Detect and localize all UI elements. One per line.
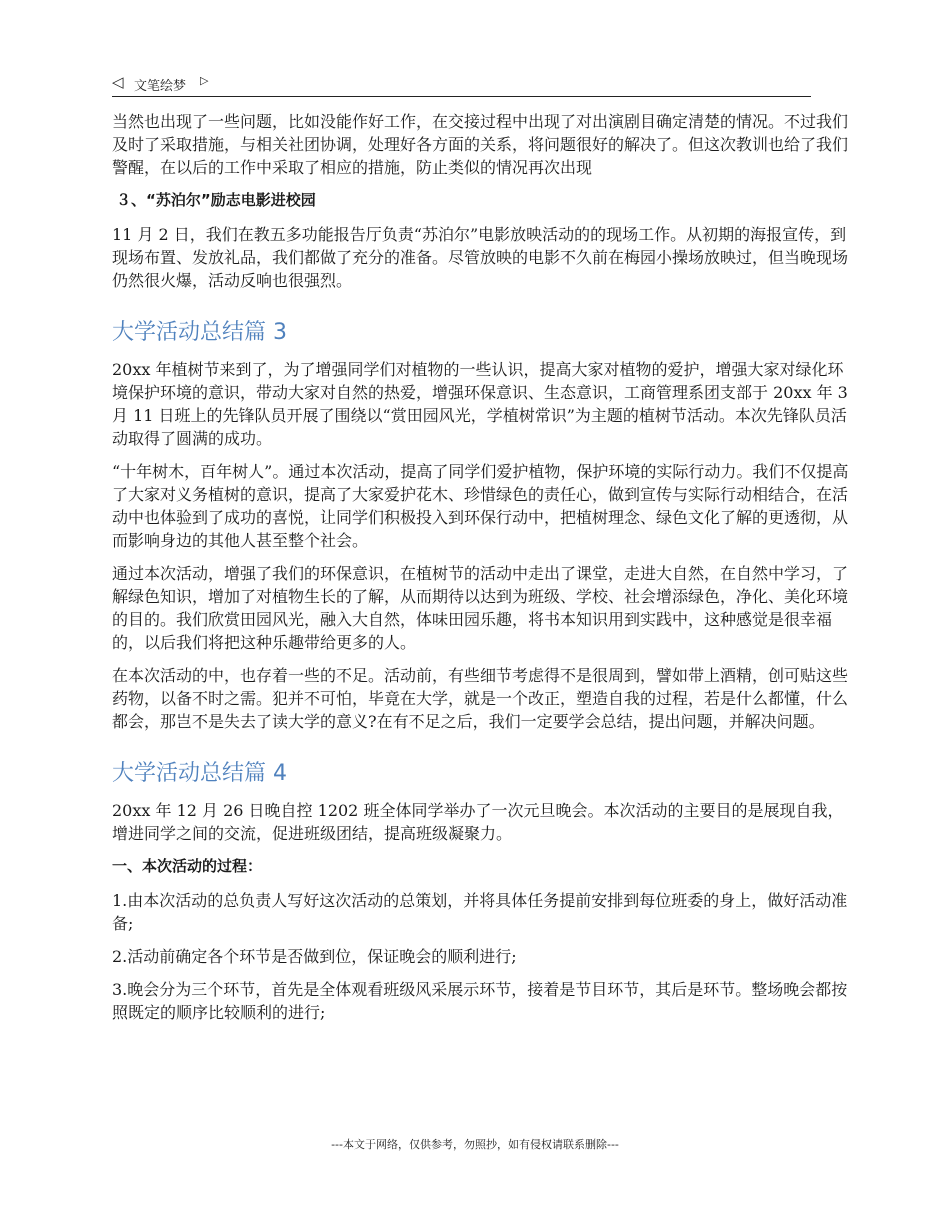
document-body — [112, 110, 852, 1034]
right-triangle-icon: ▷ — [200, 74, 209, 87]
paragraph: 20xx 年 12 月 26 日晚自控 1202 班全体同学举办了一次元旦晚会。本次活动的主要目的是展现自我，增进同学之间的交流，促进班级团结，提高班级凝聚力。 — [112, 801, 844, 843]
left-triangle-icon: ◁ — [112, 73, 124, 91]
page-header — [112, 70, 811, 97]
paragraph: “十年树木，百年树人”。通过本次活动，提高了同学们爱护植物，保护环境的实际行动力。我们不仅提高了大家对义务植树的意识，提高了大家爱护花木、珍惜绿色的责任心，做到宣传与实际行动相结合，在活动中也体验到了成功的喜悦，让同学们积极投入到环保行动中，把植树理念、绿色文化了解的更透彻，从而影响身边的其他人甚至整个社会。 — [112, 462, 849, 550]
paragraph: 通过本次活动，增强了我们的环保意识，在植树节的活动中走出了课堂，走进大自然，在自然中学习，了解绿色知识，增加了对植物生长的了解，从而期待以达到为班级、学校、社会增添绿色，净化、美化环境的目的。我们欣赏田园风光，融入大自然，体味田园乐趣，将书本知识用到实践中，这种感觉是很幸福的，以后我们将把这种乐趣带给更多的人。 — [112, 564, 849, 652]
subheading: ３、“苏泊尔”励志电影进校园 — [116, 191, 316, 209]
list-item: 2.活动前确定各个环节是否做到位，保证晚会的顺利进行; — [112, 947, 517, 966]
paragraph: 当然也出现了一些问题，比如没能作好工作，在交接过程中出现了对出演剧目确定清楚的情况。不过我们及时了采取措施，与相关社团协调，处理好各方面的关系，将问题很好的解决了。但这次教训也给了我们警醒，在以后的工作中采取了相应的措施，防止类似的情况再次出现 — [112, 112, 849, 177]
section-title: 大学活动总结篇 4 — [112, 761, 287, 786]
page-footer: ---本文于网络，仅供参考，勿照抄，如有侵权请联系删除--- — [331, 1138, 619, 1151]
header-brand: 文笔绘梦 — [134, 79, 187, 94]
paragraph: 20xx 年植树节来到了，为了增强同学们对植物的一些认识，提高大家对植物的爱护，增强大家对绿化环境保护环境的意识，带动大家对自然的热爱，增强环保意识、生态意识，工商管理系团支部于 20xx 年 3 月 11 日班上的先锋队员开展了围绕以“赏田园风光，学植树常识”为主题的植树节活动。本次先锋队员活动取得了圆满的成功。 — [112, 360, 848, 448]
subheading: 一、本次活动的过程： — [112, 857, 263, 875]
paragraph: 11 月 2 日，我们在教五多功能报告厅负责“苏泊尔”电影放映活动的的现场工作。从初期的海报宣传，到现场布置、发放礼品，我们都做了充分的准备。尽管放映的电影不久前在梅园小操场放映过，但当晚现场仍然很火爆，活动反响也很强烈。 — [112, 225, 849, 290]
section-title: 大学活动总结篇 3 — [112, 320, 287, 345]
list-item: 1.由本次活动的总负责人写好这次活动的总策划，并将具体任务提前安排到每位班委的身上，做好活动准备; — [112, 891, 848, 933]
list-item: 3.晚会分为三个环节，首先是全体观看班级风采展示环节，接着是节目环节，其后是环节。整场晚会都按照既定的顺序比较顺利的进行; — [112, 980, 848, 1022]
paragraph: 在本次活动的中，也存着一些的不足。活动前，有些细节考虑得不是很周到，譬如带上酒精，创可贴这些药物，以备不时之需。犯并不可怕，毕竟在大学，就是一个改正，塑造自我的过程，若是什么都懂，什么都会，那岂不是失去了读大学的意义?在有不足之后，我们一定要学会总结，提出问题，并解决问题。 — [112, 666, 849, 731]
